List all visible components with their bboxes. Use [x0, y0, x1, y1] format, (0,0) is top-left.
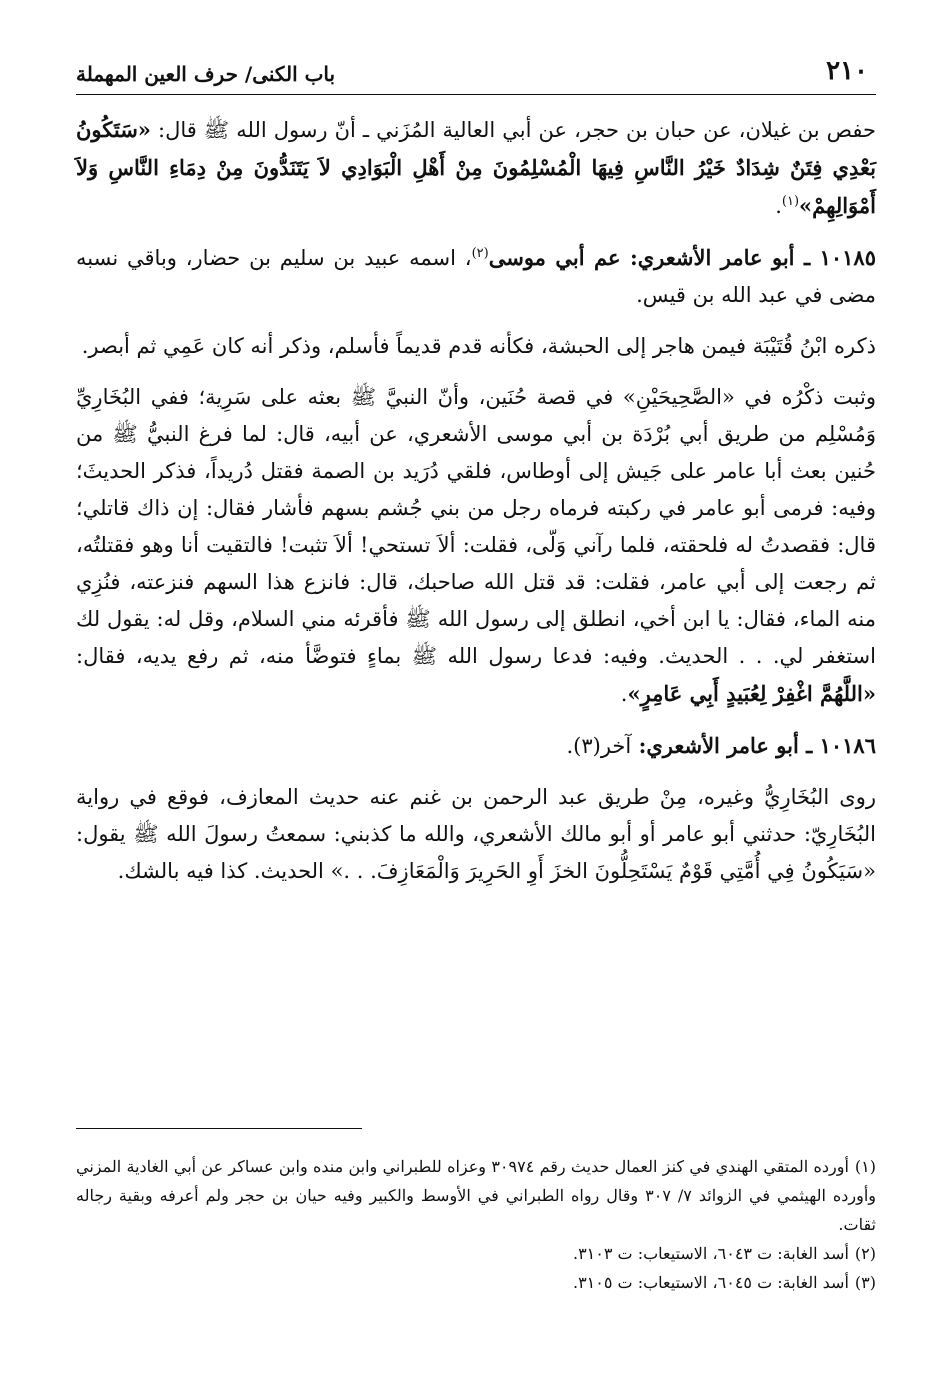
- entry-heading: ١٠١٨٦ ـ أبو عامر الأشعري:: [631, 733, 876, 758]
- footnote-1: [76, 1152, 876, 1239]
- paragraph-suffix: .: [775, 194, 782, 218]
- page-number: ٢١٠: [826, 56, 868, 86]
- footnote-text: أورده المتقي الهندي في كنز العمال حديث رقم ٣٠٩٧٤ وعزاه للطبراني وابن منده وابن عساكر عن أبي الغادية المزني وأورده الهيثمي في الزوائد ٧/ ٣٠٧ وقال رواه الطبراني في الأوسط والكبير وفيه حيان بن حجر ولم أعرفه وبقية رجاله ثقات.: [76, 1157, 877, 1234]
- running-title: باب الكنى/ حرف العين المهملة: [76, 62, 336, 86]
- running-header: [76, 54, 876, 95]
- main-text: [76, 111, 876, 890]
- footnote-3: [76, 1268, 876, 1297]
- paragraph-suffix: .: [620, 682, 628, 706]
- footnote-number: (١): [854, 1157, 877, 1176]
- footnote-ref-2[interactable]: (٢): [471, 246, 489, 261]
- footnote-2: [76, 1239, 876, 1268]
- paragraph-text: حفص بن غيلان، عن حبان بن حجر، عن أبي العالية المُزَني ـ أنّ رسول الله ﷺ قال:: [150, 118, 876, 142]
- footnote-text: أسد الغابة: ت ٦٠٤٣، الاستيعاب: ت ٣١٠٣.: [572, 1244, 849, 1263]
- entry-10185: [76, 239, 876, 314]
- paragraph-text: ذكره ابْنُ قُتَيْبَة فيمن هاجر إلى الحبشة، فكأنه قدم قديماً فأسلم، وذكر أنه كان عَمِي ثم أبصر.: [81, 334, 876, 358]
- entry-10186: [76, 727, 876, 765]
- paragraph-1: [76, 111, 876, 225]
- paragraph-3: [76, 328, 876, 365]
- paragraph-text: وثبت ذكْرُه في «الصَّحِيحَيْنِ» في قصة حُنَين، وأنّ النبيَّ ﷺ بعثه على سَرِية؛ ففي البُخَارِيِّ وَمُسْلِم من طريق أبي بُرْدَة بن أبي موسى الأشعري، عن أبيه، قال: لما فرغ النبيُّ ﷺ من حُنين بعث أبا عامر على جَيش إلى أوطاس، فلقي دُرَيد بن الصمة فقتل دُريداً، فذكر الحديثَ؛ وفيه: فرمى أبو عامر في ركبته فرماه رجل من بني جُشم بسهم فأشار فقال: إن ذاك قاتلي؛ قال: فقصدتُ له فلحقته، فلما رآني وَلّى، فقلت: ألاَ تستحي! ألاَ تثبت! فالتقيت أنا وهو فقتلتُه، ثم رجعت إلى أبي عامر، فقلت: قد قتل الله صاحبك، قال: فانزع هذا السهم فنزعته، فنُزِي منه الماء، فقال: يا ابن أخي، انطلق إلى رسول الله ﷺ فأقرئه مني السلام، وقل له: يقول لك استغفر لي. . . الحديث. وفيه: فدعا رسول الله ﷺ بماءٍ فتوضَّأ منه، ثم رفع يديه، فقال:: [76, 385, 876, 668]
- footnote-ref-1[interactable]: (١): [781, 194, 800, 209]
- hadith-quote: «سَتَكُونُ بَعْدِي فِتَنٌ شِدَادٌ خَيْرُ النَّاسِ فِيهَا الْمُسْلِمُونَ مِنْ أَهْلِ الْبَوَادِي لاَ يَتَنَدُّونَ مِنْ دِمَاءِ النَّاسِ وَلاَ أَمْوَالِهِمْ»: [76, 117, 876, 218]
- footnote-text: أسد الغابة: ت ٦٠٤٥، الاستيعاب: ت ٣١٠٥.: [572, 1273, 849, 1292]
- footnotes: [76, 1152, 876, 1297]
- book-page: [76, 54, 877, 1292]
- footnote-number: (٣): [854, 1273, 876, 1292]
- entry-text: ، اسمه عبيد بن سليم بن حضار، وباقي نسبه مضى في عبد الله بن قيس.: [76, 246, 876, 307]
- footnote-number: (٢): [854, 1244, 876, 1263]
- paragraph-6: [76, 779, 876, 890]
- footnote-divider: [76, 1128, 362, 1129]
- hadith-quote: «اللَّهُمَّ اغْفِرْ لِعُبَيدٍ أَبِي عَامِرٍ»: [627, 681, 876, 706]
- paragraph-4: [76, 379, 876, 713]
- entry-text: آخر(٣).: [566, 734, 632, 758]
- paragraph-text: روى البُخَارِيُّ وغيره، مِنْ طريق عبد الرحمن بن غنم عنه حديث المعازف، فوقع في رواية البُخَارِيّ: حدثني أبو عامر أو أبو مالك الأشعري، والله ما كذبني: سمعتُ رسولَ الله ﷺ يقول: «سَيَكُونُ فِي أُمَّتِي قَوْمٌ يَسْتَحِلُّونَ الخزَ أَوِ الحَرِيرَ وَالْمَعَازِفَ. . .» الحديث. كذا فيه بالشك.: [76, 785, 876, 883]
- entry-heading: ١٠١٨٥ ـ أبو عامر الأشعري: عم أبي موسى: [488, 245, 876, 270]
